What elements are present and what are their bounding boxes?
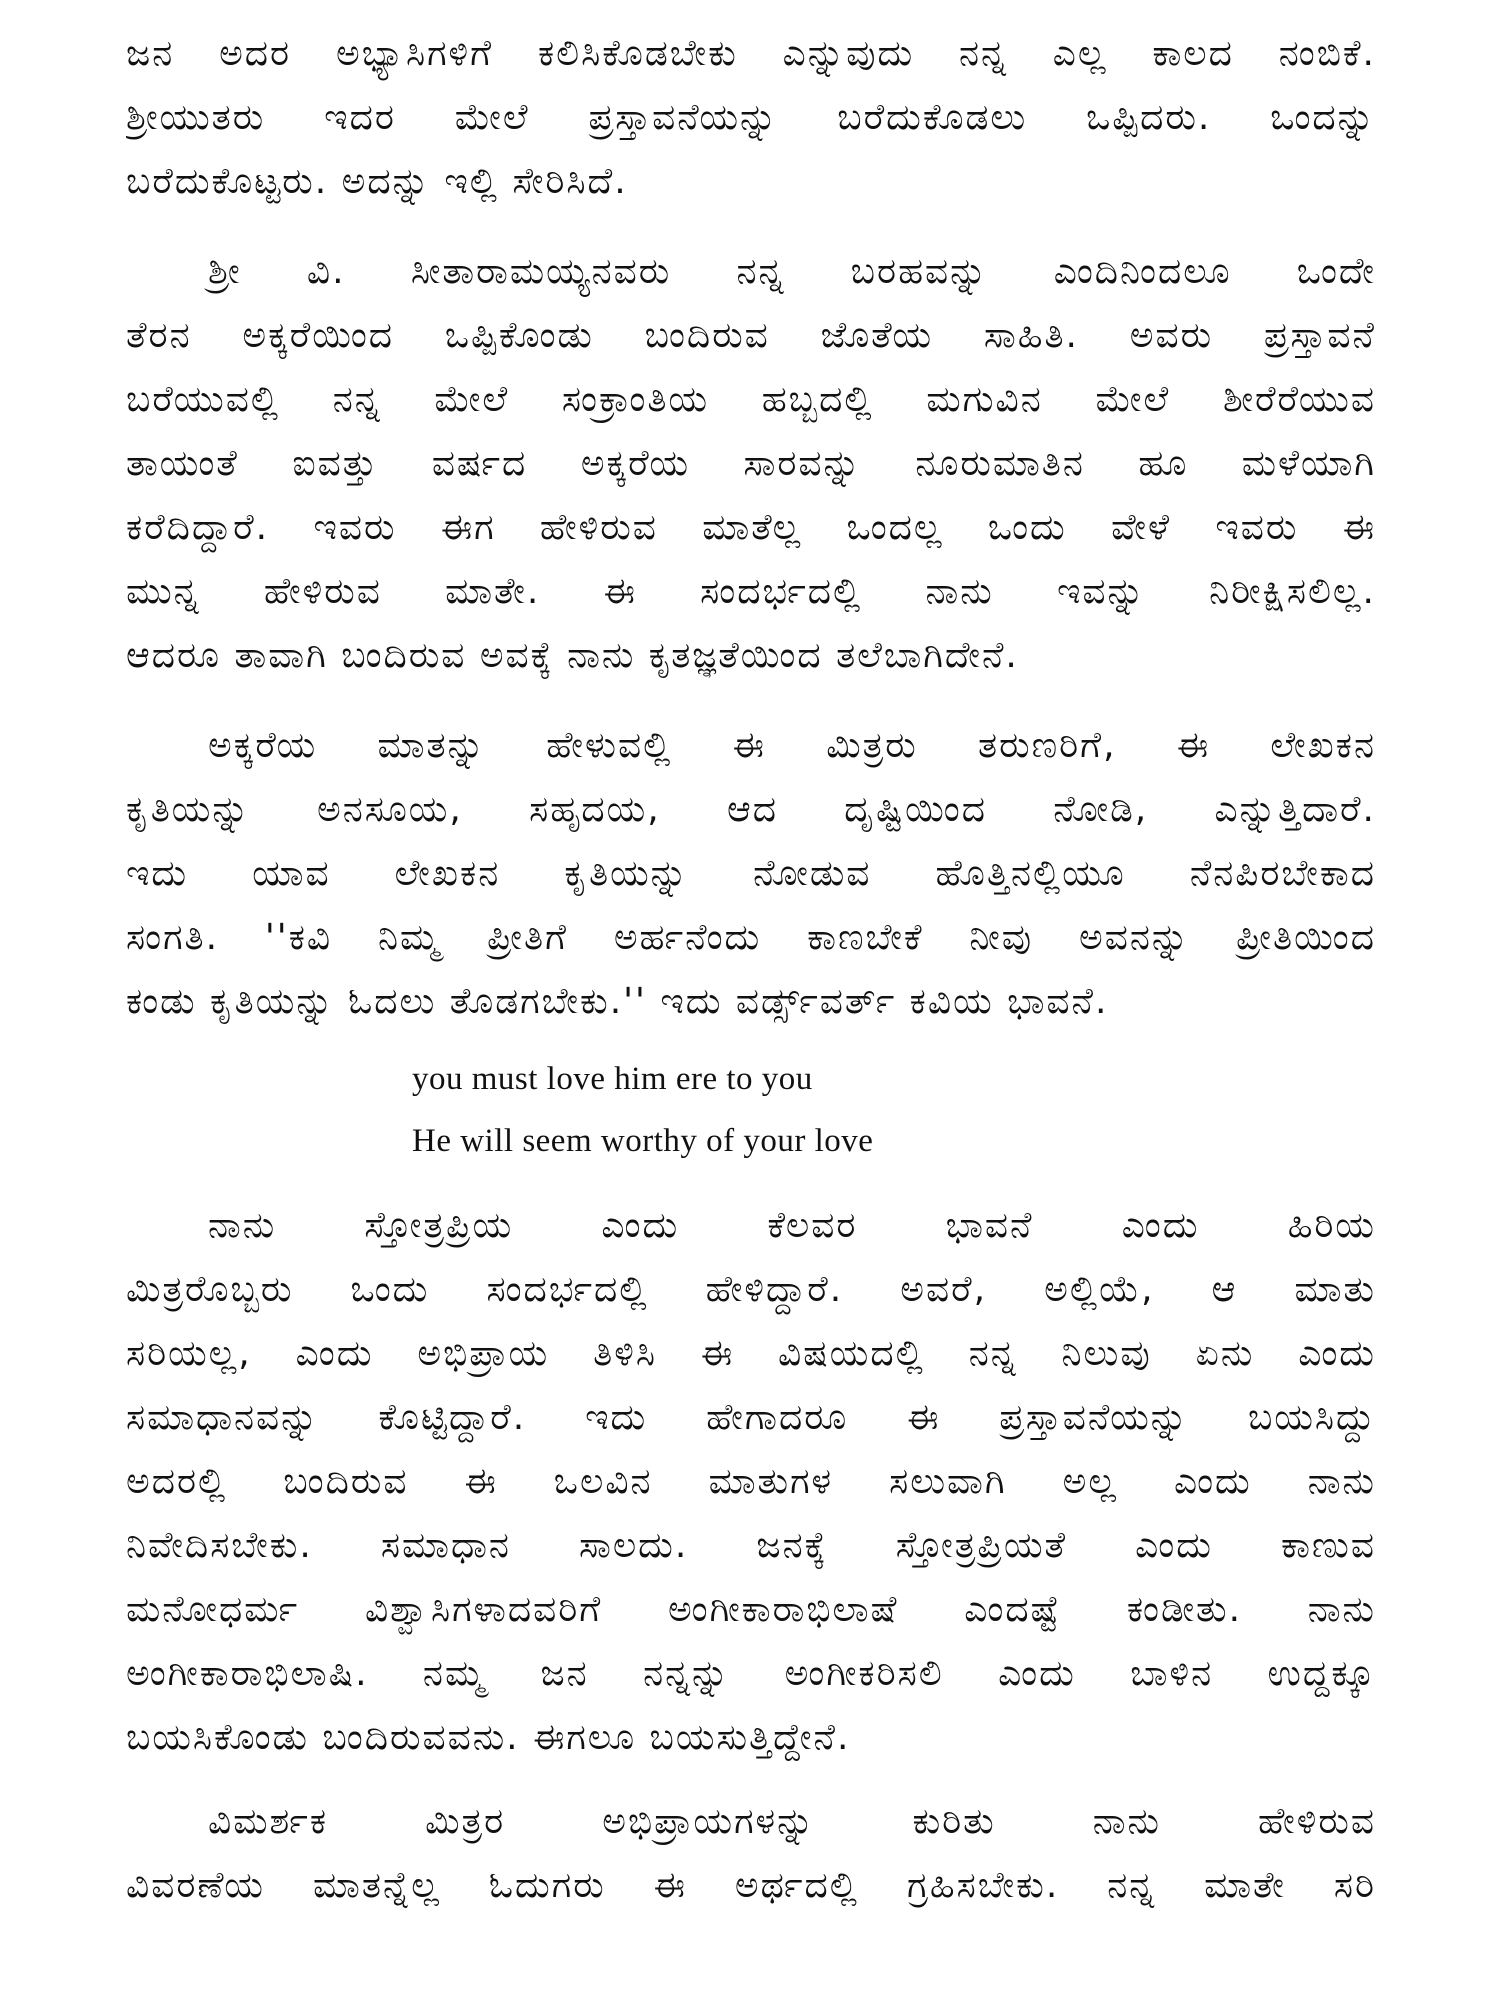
text-line: ಮುನ್ನ ಹೇಳಿರುವ ಮಾತೇ. ಈ ಸಂದರ್ಭದಲ್ಲಿ ನಾನು ಇವನ್ನು ನಿರೀಕ್ಷಿಸಲಿಲ್ಲ.	[126, 571, 1376, 612]
text-line: ತೆರನ ಅಕ್ಕರೆಯಿಂದ ಒಪ್ಪಿಕೊಂಡು ಬಂದಿರುವ ಜೊತೆಯ ಸಾಹಿತಿ. ಅವರು ಪ್ರಸ್ತಾವನೆ	[126, 315, 1376, 356]
quote-line: He will seem worthy of your love	[412, 1123, 874, 1159]
paragraph-gap	[126, 1770, 1376, 1790]
text-line: ಆದರೂ ತಾವಾಗಿ ಬಂದಿರುವ ಅವಕ್ಕೆ ನಾನು ಕೃತಜ್ಞತೆಯಿಂದ ತಲೆಬಾಗಿದೇನೆ.	[126, 635, 1019, 676]
text-line: ಸರಿಯಲ್ಲ, ಎಂದು ಅಭಿಪ್ರಾಯ ತಿಳಿಸಿ ಈ ವಿಷಯದಲ್ಲಿ ನನ್ನ ನಿಲುವು ಏನು ಎಂದು	[126, 1333, 1376, 1374]
text-line: ಅಂಗೀಕಾರಾಭಿಲಾಷಿ. ನಮ್ಮ ಜನ ನನ್ನನ್ನು ಅಂಗೀಕರಿಸಲಿ ಎಂದು ಬಾಳಿನ ಉದ್ದಕ್ಕೂ	[126, 1653, 1376, 1694]
text-line: ಬರೆಯುವಲ್ಲಿ ನನ್ನ ಮೇಲೆ ಸಂಕ್ರಾಂತಿಯ ಹಬ್ಬದಲ್ಲಿ ಮಗುವಿನ ಮೇಲೆ ಶೀರೆರೆಯುವ	[126, 379, 1376, 420]
text-line: ವಿಮರ್ಶಕ ಮಿತ್ರರ ಅಭಿಪ್ರಾಯಗಳನ್ನು ಕುರಿತು ನಾನು ಹೇಳಿರುವ	[208, 1801, 1376, 1842]
text-line: ಇದು ಯಾವ ಲೇಖಕನ ಕೃತಿಯನ್ನು ನೋಡುವ ಹೊತ್ತಿನಲ್ಲಿಯೂ ನೆನಪಿರಬೇಕಾದ	[126, 853, 1376, 894]
text-line: ಜನ ಅದರ ಅಭ್ಯಾಸಿಗಳಿಗೆ ಕಲಿಸಿಕೊಡಬೇಕು ಎನ್ನುವುದು ನನ್ನ ಎಲ್ಲ ಕಾಲದ ನಂಬಿಕೆ.	[126, 33, 1376, 74]
text-line: ಮಿತ್ರರೊಬ್ಬರು ಒಂದು ಸಂದರ್ಭದಲ್ಲಿ ಹೇಳಿದ್ದಾರೆ. ಅವರೆ, ಅಲ್ಲಿಯೆ, ಆ ಮಾತು	[126, 1269, 1376, 1310]
paragraph-gap	[126, 214, 1376, 240]
text-line: ಕರೆದಿದ್ದಾರೆ. ಇವರು ಈಗ ಹೇಳಿರುವ ಮಾತೆಲ್ಲ ಒಂದಲ್ಲ ಒಂದು ವೇಳೆ ಇವರು ಈ	[126, 507, 1376, 548]
text-line: ನಾನು ಸ್ತೋತ್ರಪ್ರಿಯ ಎಂದು ಕೆಲವರ ಭಾವನೆ ಎಂದು ಹಿರಿಯ	[208, 1205, 1376, 1246]
text-line: ಕಂಡು ಕೃತಿಯನ್ನು ಓದಲು ತೊಡಗಬೇಕು.'' ಇದು ವರ್ಡ್ಸ್‌ವರ್ತ್ ಕವಿಯ ಭಾವನೆ.	[126, 981, 1109, 1022]
english-quotation	[126, 1048, 1376, 1172]
text-line: ಅದರಲ್ಲಿ ಬಂದಿರುವ ಈ ಒಲವಿನ ಮಾತುಗಳ ಸಲುವಾಗಿ ಅಲ್ಲ ಎಂದು ನಾನು	[126, 1461, 1376, 1502]
paragraph-1	[126, 22, 1376, 214]
text-line: ಬರೆದುಕೊಟ್ಟರು. ಅದನ್ನು ಇಲ್ಲಿ ಸೇರಿಸಿದೆ.	[126, 161, 628, 202]
text-line: ನಿವೇದಿಸಬೇಕು. ಸಮಾಧಾನ ಸಾಲದು. ಜನಕ್ಕೆ ಸ್ತೋತ್ರಪ್ರಿಯತೆ ಎಂದು ಕಾಣುವ	[126, 1525, 1376, 1566]
paragraph-4	[126, 1194, 1376, 1770]
paragraph-2	[126, 240, 1376, 688]
quote-line: you must love him ere to you	[412, 1061, 813, 1097]
text-line: ಸಂಗತಿ. ''ಕವಿ ನಿಮ್ಮ ಪ್ರೀತಿಗೆ ಅರ್ಹನೆಂದು ಕಾಣಬೇಕೆ ನೀವು ಅವನನ್ನು ಪ್ರೀತಿಯಿಂದ	[126, 917, 1376, 958]
paragraph-3	[126, 714, 1376, 1034]
paragraph-gap	[126, 688, 1376, 714]
document-page	[126, 22, 1376, 1918]
paragraph-5	[126, 1790, 1376, 1918]
text-line: ಶ್ರೀ ವಿ. ಸೀತಾರಾಮಯ್ಯನವರು ನನ್ನ ಬರಹವನ್ನು ಎಂದಿನಿಂದಲೂ ಒಂದೇ	[208, 251, 1376, 292]
text-line: ಶ್ರೀಯುತರು ಇದರ ಮೇಲೆ ಪ್ರಸ್ತಾವನೆಯನ್ನು ಬರೆದುಕೊಡಲು ಒಪ್ಪಿದರು. ಒಂದನ್ನು	[126, 97, 1376, 138]
text-line: ಮನೋಧರ್ಮ ವಿಶ್ವಾಸಿಗಳಾದವರಿಗೆ ಅಂಗೀಕಾರಾಭಿಲಾಷೆ ಎಂದಷ್ಟೆ ಕಂಡೀತು. ನಾನು	[126, 1589, 1376, 1630]
text-line: ಸಮಾಧಾನವನ್ನು ಕೊಟ್ಟಿದ್ದಾರೆ. ಇದು ಹೇಗಾದರೂ ಈ ಪ್ರಸ್ತಾವನೆಯನ್ನು ಬಯಸಿದ್ದು	[126, 1397, 1376, 1438]
text-line: ಬಯಸಿಕೊಂಡು ಬಂದಿರುವವನು. ಈಗಲೂ ಬಯಸುತ್ತಿದ್ದೇನೆ.	[126, 1717, 851, 1758]
text-line: ವಿವರಣೆಯ ಮಾತನ್ನೆಲ್ಲ ಓದುಗರು ಈ ಅರ್ಥದಲ್ಲಿ ಗ್ರಹಿಸಬೇಕು. ನನ್ನ ಮಾತೇ ಸರಿ	[126, 1865, 1376, 1906]
text-line: ಅಕ್ಕರೆಯ ಮಾತನ್ನು ಹೇಳುವಲ್ಲಿ ಈ ಮಿತ್ರರು ತರುಣರಿಗೆ, ಈ ಲೇಖಕನ	[208, 725, 1376, 766]
text-line: ತಾಯಂತೆ ಐವತ್ತು ವರ್ಷದ ಅಕ್ಕರೆಯ ಸಾರವನ್ನು ನೂರುಮಾತಿನ ಹೂ ಮಳೆಯಾಗಿ	[126, 443, 1376, 484]
text-line: ಕೃತಿಯನ್ನು ಅನಸೂಯ, ಸಹೃದಯ, ಆದ ದೃಷ್ಟಿಯಿಂದ ನೋಡಿ, ಎನ್ನುತ್ತಿದಾರೆ.	[126, 789, 1376, 830]
